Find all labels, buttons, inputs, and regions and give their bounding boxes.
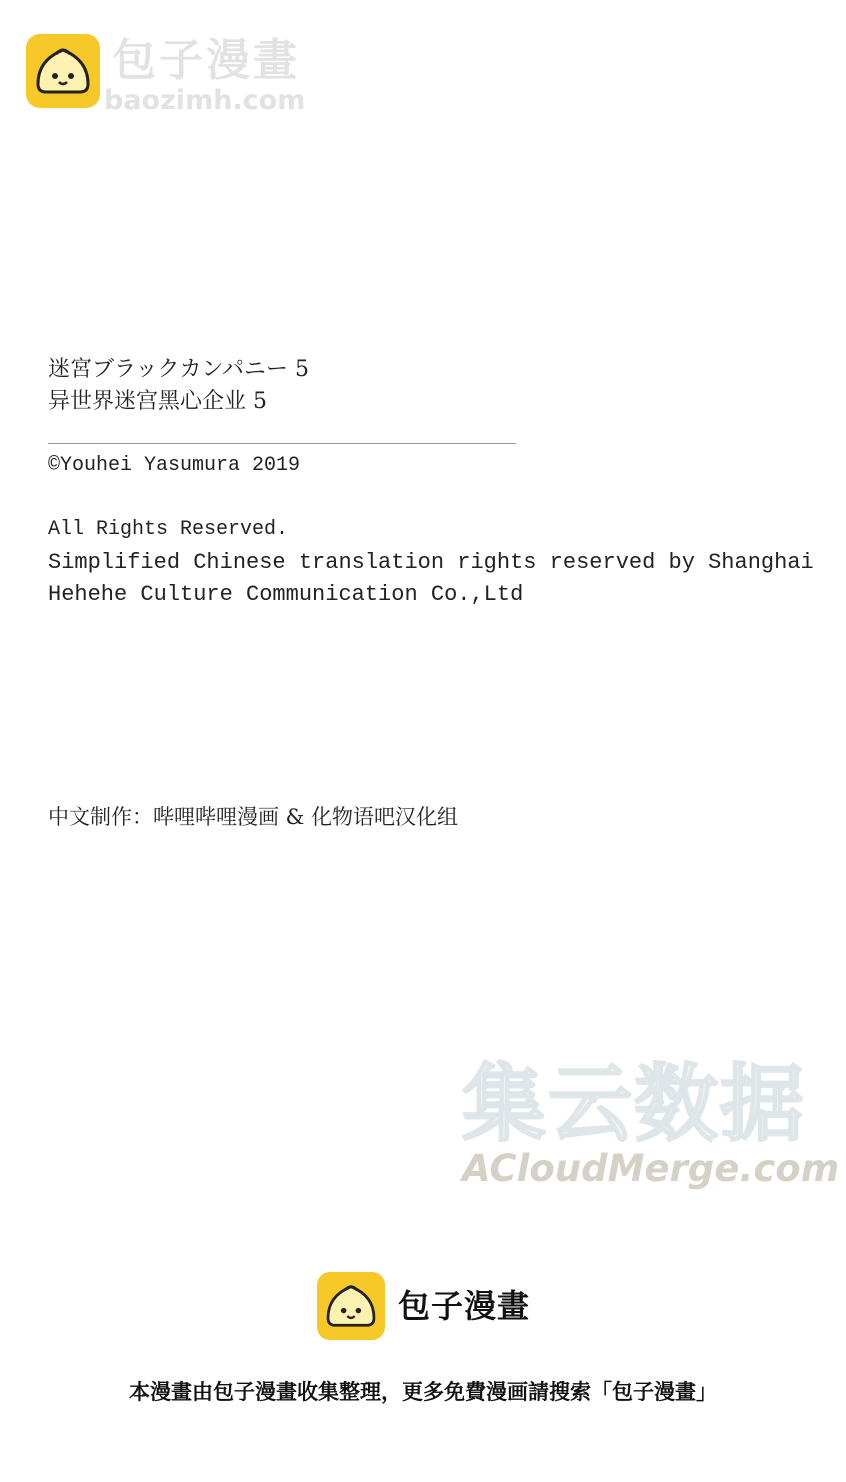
bun-mascot-icon <box>26 34 100 108</box>
rights-line-3: Hehehe Culture Communication Co.,Ltd <box>48 582 524 607</box>
watermark-url: baozimh.com <box>104 85 306 116</box>
rights-line-2: Simplified Chinese translation rights reserved by Shanghai <box>48 550 814 575</box>
rights-line-1: All Rights Reserved. <box>48 518 289 541</box>
title-chinese: 异世界迷宫黑心企业 5 <box>48 389 267 414</box>
watermark-title: 包子漫畫 <box>112 35 300 86</box>
footer-brand: 包子漫畫 <box>398 1287 531 1325</box>
title-japanese: 迷宮ブラックカンパニー 5 <box>48 357 310 382</box>
cloud-watermark-url: ACloudMerge.com <box>462 1147 840 1190</box>
divider <box>48 443 516 444</box>
translation-credits: 中文制作：哔哩哔哩漫画 & 化物语吧汉化组 <box>48 805 459 829</box>
bun-mascot-icon <box>317 1272 385 1340</box>
footer-note: 本漫畫由包子漫畫收集整理，更多免費漫画請搜索「包子漫畫」 <box>129 1380 717 1404</box>
copyright-line: ©Youhei Yasumura 2019 <box>48 454 301 477</box>
cloud-watermark-chinese: 集云数据 <box>462 1055 807 1153</box>
